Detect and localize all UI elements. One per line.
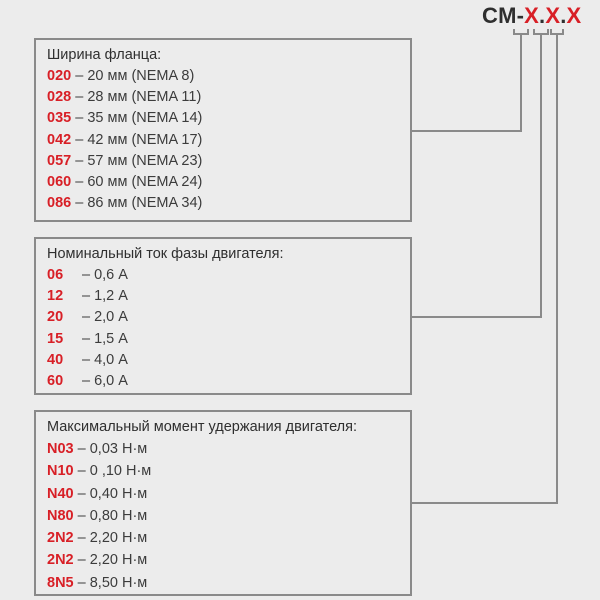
flange-width-box	[34, 38, 412, 222]
option-description: – 4,0 А	[82, 351, 128, 368]
holding-torque-list	[47, 438, 410, 594]
list-item	[47, 108, 410, 129]
option-code: 20	[47, 309, 64, 326]
option-description: – 0,80 Н·м	[73, 507, 148, 524]
option-code: 020	[47, 68, 72, 84]
option-code: 2N2	[47, 530, 74, 547]
list-item	[47, 265, 410, 286]
model-code-placeholder-2: X	[545, 3, 561, 28]
option-description: – 2,20 Н·м	[73, 552, 148, 569]
option-code: 12	[47, 288, 64, 305]
holding-torque-title: Максимальный момент удержания двигателя:	[47, 419, 358, 435]
list-item	[47, 460, 410, 482]
model-code-separator-1: .	[539, 3, 546, 28]
list-item	[47, 527, 410, 549]
list-item	[47, 193, 410, 214]
option-code: 086	[47, 195, 72, 212]
list-item	[47, 572, 410, 594]
option-code: 035	[47, 110, 72, 127]
model-code-placeholder-1: X	[524, 3, 540, 28]
option-description: – 0,03 Н·м	[73, 441, 148, 457]
option-description: – 6,0 А	[82, 373, 128, 390]
list-item	[47, 483, 410, 505]
list-item	[47, 87, 410, 108]
model-code-prefix: CM-	[482, 3, 525, 28]
list-item	[47, 172, 410, 193]
flange-width-title: Ширина фланца:	[47, 47, 162, 63]
option-code: 057	[47, 152, 72, 169]
option-code: 8N5	[47, 574, 74, 591]
option-description: – 1,5 А	[82, 330, 128, 347]
option-description: – 28 мм (NEMA 11)	[71, 89, 202, 106]
phase-current-box	[34, 237, 412, 395]
list-item	[47, 350, 410, 371]
option-code: 15	[47, 330, 64, 347]
option-code: N40	[47, 485, 74, 502]
phase-current-list	[47, 265, 410, 392]
option-code: 060	[47, 174, 72, 191]
list-item	[47, 329, 410, 350]
option-code: 60	[47, 373, 64, 390]
list-item	[47, 286, 410, 307]
option-code: 2N2	[47, 552, 74, 569]
option-description: – 42 мм (NEMA 17)	[71, 131, 203, 148]
option-code: N03	[47, 441, 74, 457]
option-code: 028	[47, 89, 72, 106]
option-code: 042	[47, 131, 72, 148]
connector-torque	[412, 34, 557, 503]
option-description: – 20 мм (NEMA 8)	[71, 68, 195, 84]
list-item	[47, 151, 410, 172]
option-code: N80	[47, 507, 74, 524]
holding-torque-box	[34, 410, 412, 596]
option-description: – 2,20 Н·м	[73, 530, 148, 547]
option-description: – 0 ,10 Н·м	[73, 463, 152, 480]
connector-flange	[412, 34, 521, 131]
option-description: – 57 мм (NEMA 23)	[71, 152, 203, 169]
option-description: – 0,40 Н·м	[73, 485, 148, 502]
list-item	[47, 438, 410, 460]
option-code: 06	[47, 267, 64, 283]
option-description: – 8,50 Н·м	[73, 574, 148, 591]
option-description: – 60 мм (NEMA 24)	[71, 174, 203, 191]
phase-current-title: Номинальный ток фазы двигателя:	[47, 246, 284, 262]
option-code: N10	[47, 463, 74, 480]
option-description: – 35 мм (NEMA 14)	[71, 110, 203, 127]
option-description: – 1,2 А	[82, 288, 128, 305]
option-description: – 0,6 А	[82, 267, 128, 283]
option-description: – 86 мм (NEMA 34)	[71, 195, 203, 212]
model-code-separator-2: .	[560, 3, 567, 28]
option-description: – 2,0 А	[82, 309, 128, 326]
flange-width-list	[47, 66, 410, 214]
connector-current	[412, 34, 541, 317]
model-code-placeholder-3: X	[566, 3, 582, 28]
option-code: 40	[47, 351, 64, 368]
list-item	[47, 549, 410, 571]
list-item	[47, 130, 410, 151]
list-item	[47, 505, 410, 527]
list-item	[47, 371, 410, 392]
list-item	[47, 66, 410, 87]
list-item	[47, 307, 410, 328]
model-code	[482, 2, 581, 30]
